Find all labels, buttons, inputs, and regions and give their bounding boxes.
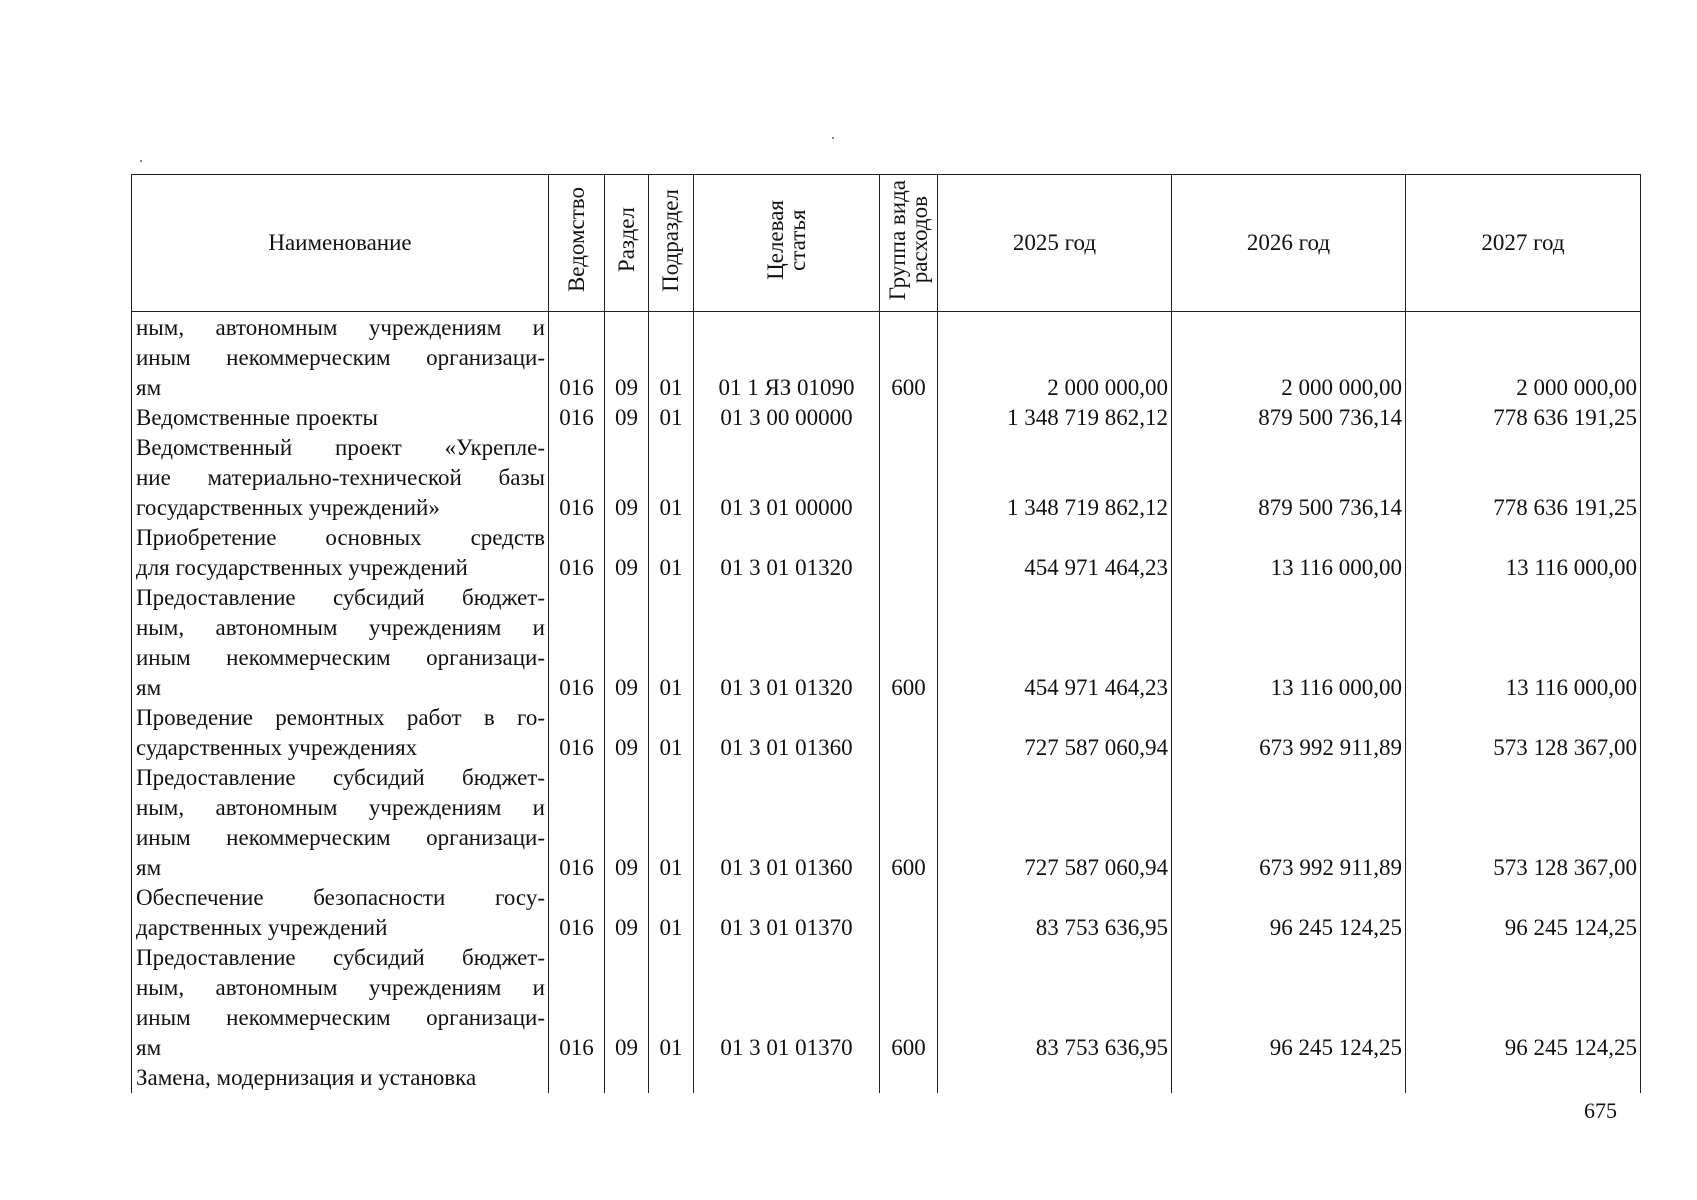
table-row [132, 433, 1641, 523]
cell-celevaya-statya: 01 3 01 00000 [694, 433, 880, 523]
cell-celevaya-statya: 01 3 01 01360 [694, 763, 880, 883]
header-2026: 2026 год [1172, 175, 1406, 312]
cell-amount-2025: 727 587 060,94 [938, 703, 1172, 763]
cell-vedomstvo: 016 [549, 883, 605, 943]
cell-name-line: дарственных учреждений [136, 915, 388, 940]
cell-gruppa [880, 433, 938, 523]
cell-podrazdel: 01 [649, 523, 694, 583]
header-2027: 2027 год [1406, 175, 1641, 312]
cell-amount-2025: 454 971 464,23 [938, 523, 1172, 583]
cell-amount-2027: 778 636 191,25 [1406, 403, 1641, 433]
cell-gruppa: 600 [880, 943, 938, 1063]
cell-vedomstvo: 016 [549, 943, 605, 1063]
table-row [132, 312, 1641, 404]
cell-name-line: ным, автономным учреждениям и [136, 315, 545, 340]
cell-celevaya-statya: 01 3 00 00000 [694, 403, 880, 433]
cell-amount-2026: 96 245 124,25 [1172, 883, 1406, 943]
cell-name-line: иным некоммерческим организаци- [136, 1005, 545, 1030]
cell-podrazdel: 01 [649, 583, 694, 703]
cell-name [132, 312, 549, 404]
cell-name [132, 883, 549, 943]
header-podrazdel: Подраздел [649, 175, 694, 312]
cell-amount-2026: 2 000 000,00 [1172, 312, 1406, 404]
cell-name-line: Обеспечение безопасности госу- [136, 885, 545, 910]
cell-name-line: ям [136, 1035, 162, 1060]
cell-amount-2025: 727 587 060,94 [938, 763, 1172, 883]
page-number: 675 [1584, 1098, 1617, 1123]
cell-amount-2025: 1 348 719 862,12 [938, 403, 1172, 433]
cell-razdel: 09 [605, 703, 649, 763]
cell-amount-2026: 13 116 000,00 [1172, 583, 1406, 703]
cell-name-line: Предоставление субсидий бюджет- [136, 945, 545, 970]
table-row [132, 883, 1641, 943]
cell-razdel [605, 1063, 649, 1093]
cell-name-line: Замена, модернизация и установка [136, 1065, 477, 1090]
cell-amount-2026: 13 116 000,00 [1172, 523, 1406, 583]
table-row [132, 403, 1641, 433]
cell-amount-2027: 96 245 124,25 [1406, 883, 1641, 943]
cell-name-line: ным, автономным учреждениям и [136, 615, 545, 640]
cell-name-line: иным некоммерческим организаци- [136, 345, 545, 370]
header-celevaya-statya: Целевая статья [694, 175, 880, 312]
cell-razdel: 09 [605, 312, 649, 404]
header-vedomstvo: Ведомство [549, 175, 605, 312]
cell-name-line: ние материально-технической базы [136, 465, 545, 490]
cell-amount-2026 [1172, 1063, 1406, 1093]
table-row [132, 703, 1641, 763]
cell-vedomstvo: 016 [549, 703, 605, 763]
cell-name [132, 763, 549, 883]
cell-vedomstvo: 016 [549, 523, 605, 583]
cell-vedomstvo: 016 [549, 583, 605, 703]
cell-name [132, 943, 549, 1063]
cell-podrazdel: 01 [649, 943, 694, 1063]
table-body [132, 312, 1641, 1094]
cell-name-line: иным некоммерческим организаци- [136, 645, 545, 670]
cell-vedomstvo [549, 1063, 605, 1093]
table-row [132, 583, 1641, 703]
cell-vedomstvo: 016 [549, 403, 605, 433]
table-row [132, 763, 1641, 883]
cell-gruppa [880, 883, 938, 943]
cell-amount-2027: 13 116 000,00 [1406, 523, 1641, 583]
cell-amount-2026: 879 500 736,14 [1172, 403, 1406, 433]
cell-vedomstvo: 016 [549, 433, 605, 523]
cell-name-line: ям [136, 375, 162, 400]
cell-gruppa [880, 703, 938, 763]
cell-celevaya-statya [694, 1063, 880, 1093]
cell-razdel: 09 [605, 433, 649, 523]
cell-razdel: 09 [605, 763, 649, 883]
cell-razdel: 09 [605, 583, 649, 703]
cell-gruppa: 600 [880, 583, 938, 703]
header-name: Наименование [132, 175, 549, 312]
cell-amount-2027: 573 128 367,00 [1406, 763, 1641, 883]
header-gruppa-vida-rashodov: Группа вида расходов [880, 175, 938, 312]
cell-name-line: ям [136, 855, 162, 880]
cell-amount-2027: 13 116 000,00 [1406, 583, 1641, 703]
cell-podrazdel: 01 [649, 312, 694, 404]
cell-celevaya-statya: 01 3 01 01360 [694, 703, 880, 763]
cell-razdel: 09 [605, 523, 649, 583]
cell-podrazdel: 01 [649, 433, 694, 523]
cell-celevaya-statya: 01 3 01 01370 [694, 883, 880, 943]
cell-name-line: государственных учреждений» [136, 495, 440, 520]
table-header-row [132, 175, 1641, 312]
cell-celevaya-statya: 01 3 01 01320 [694, 583, 880, 703]
cell-name [132, 703, 549, 763]
table-row [132, 1063, 1641, 1093]
cell-name [132, 403, 549, 433]
cell-amount-2026: 96 245 124,25 [1172, 943, 1406, 1063]
cell-name [132, 523, 549, 583]
cell-name-line: ям [136, 675, 162, 700]
cell-podrazdel [649, 1063, 694, 1093]
table-row [132, 943, 1641, 1063]
cell-podrazdel: 01 [649, 703, 694, 763]
cell-amount-2025: 1 348 719 862,12 [938, 433, 1172, 523]
cell-gruppa [880, 403, 938, 433]
cell-gruppa [880, 523, 938, 583]
cell-name-line: иным некоммерческим организаци- [136, 825, 545, 850]
cell-name-line: Приобретение основных средств [136, 525, 545, 550]
cell-name [132, 583, 549, 703]
cell-name-line: ным, автономным учреждениям и [136, 795, 545, 820]
cell-name-line: Проведение ремонтных работ в го- [136, 705, 545, 730]
scan-speck [140, 160, 142, 162]
cell-amount-2025: 2 000 000,00 [938, 312, 1172, 404]
cell-amount-2027: 778 636 191,25 [1406, 433, 1641, 523]
cell-name-line: Ведомственные проекты [136, 405, 378, 430]
budget-table [131, 174, 1641, 1093]
cell-amount-2026: 673 992 911,89 [1172, 703, 1406, 763]
cell-celevaya-statya: 01 1 ЯЗ 01090 [694, 312, 880, 404]
cell-razdel: 09 [605, 883, 649, 943]
cell-gruppa: 600 [880, 763, 938, 883]
cell-name-line: Предоставление субсидий бюджет- [136, 765, 545, 790]
cell-podrazdel: 01 [649, 883, 694, 943]
cell-razdel: 09 [605, 403, 649, 433]
cell-name-line: для государственных учреждений [136, 555, 468, 580]
cell-amount-2027 [1406, 1063, 1641, 1093]
scan-speck [832, 137, 834, 139]
cell-name-line: Предоставление субсидий бюджет- [136, 585, 545, 610]
cell-podrazdel: 01 [649, 403, 694, 433]
cell-name-line: сударственных учреждениях [136, 735, 418, 760]
header-razdel: Раздел [605, 175, 649, 312]
cell-podrazdel: 01 [649, 763, 694, 883]
cell-name-line: ным, автономным учреждениям и [136, 975, 545, 1000]
table-row [132, 523, 1641, 583]
cell-amount-2025 [938, 1063, 1172, 1093]
cell-razdel: 09 [605, 943, 649, 1063]
cell-amount-2027: 2 000 000,00 [1406, 312, 1641, 404]
cell-amount-2027: 573 128 367,00 [1406, 703, 1641, 763]
cell-gruppa: 600 [880, 312, 938, 404]
cell-vedomstvo: 016 [549, 312, 605, 404]
cell-vedomstvo: 016 [549, 763, 605, 883]
cell-gruppa [880, 1063, 938, 1093]
cell-name [132, 1063, 549, 1093]
cell-amount-2025: 454 971 464,23 [938, 583, 1172, 703]
cell-name-line: Ведомственный проект «Укрепле- [136, 435, 545, 460]
cell-amount-2027: 96 245 124,25 [1406, 943, 1641, 1063]
cell-amount-2026: 673 992 911,89 [1172, 763, 1406, 883]
cell-amount-2025: 83 753 636,95 [938, 943, 1172, 1063]
header-2025: 2025 год [938, 175, 1172, 312]
cell-amount-2025: 83 753 636,95 [938, 883, 1172, 943]
cell-amount-2026: 879 500 736,14 [1172, 433, 1406, 523]
cell-celevaya-statya: 01 3 01 01320 [694, 523, 880, 583]
cell-name [132, 433, 549, 523]
cell-celevaya-statya: 01 3 01 01370 [694, 943, 880, 1063]
